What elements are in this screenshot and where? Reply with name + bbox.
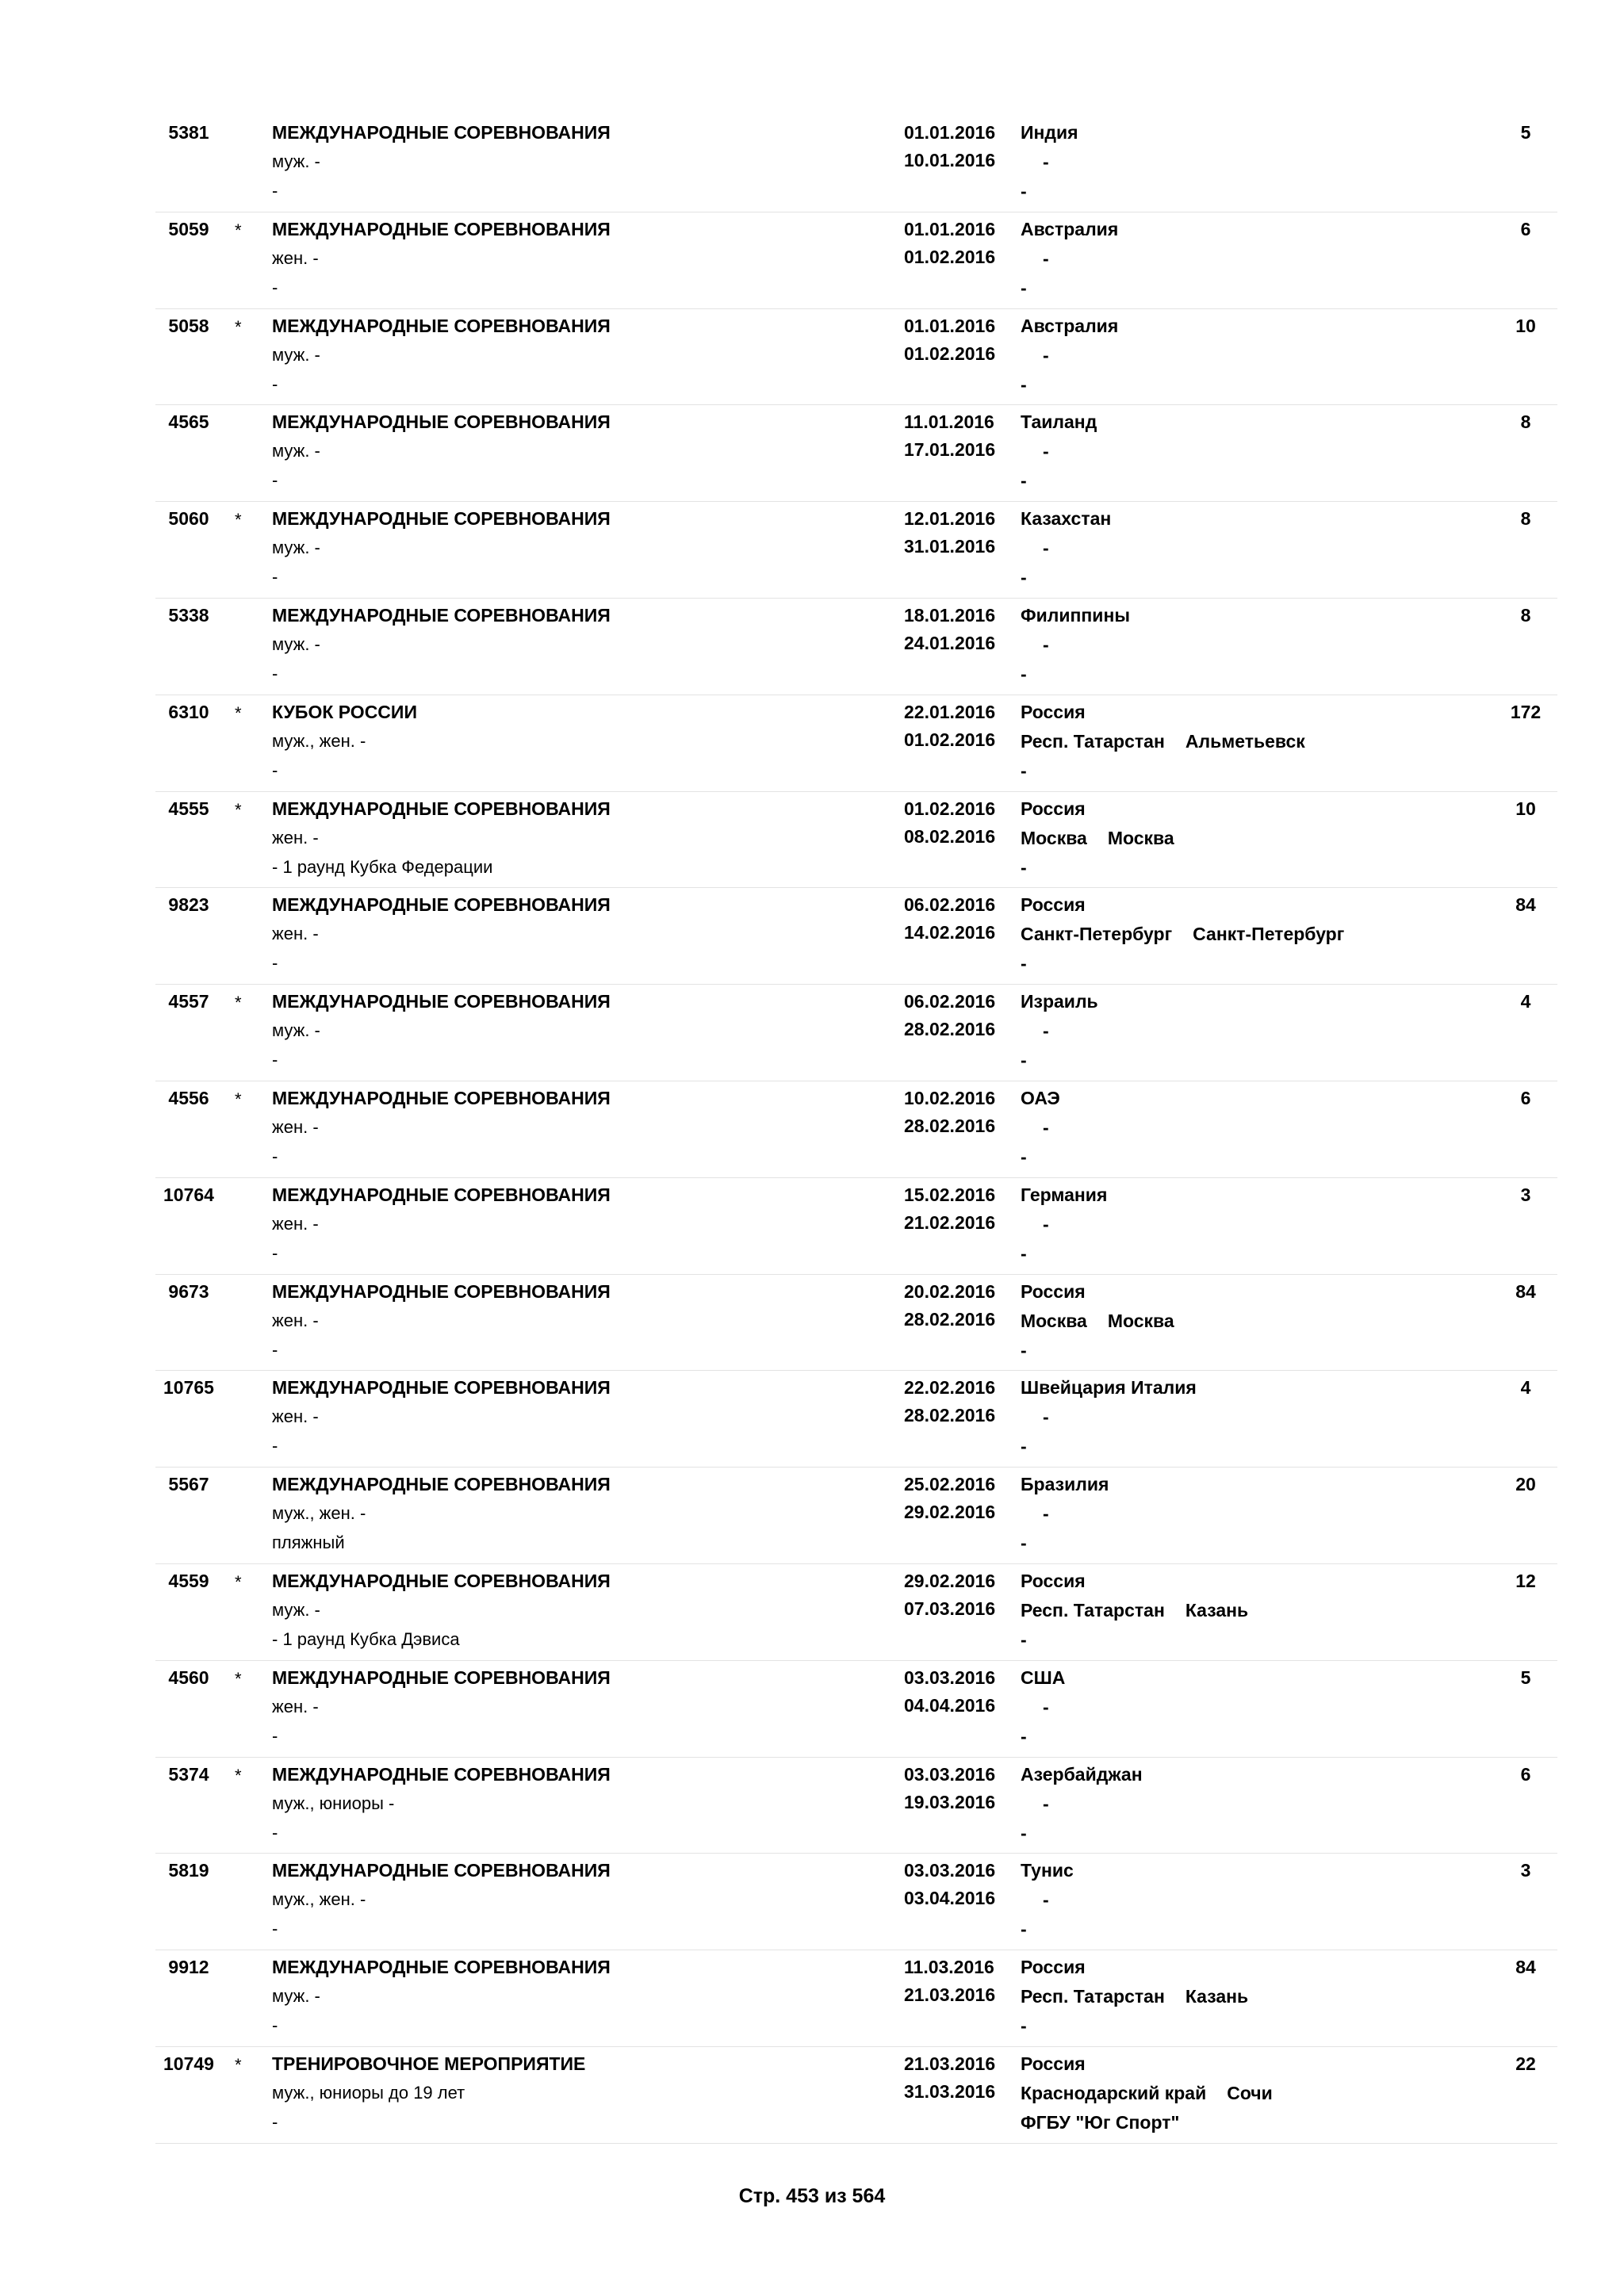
end-date: 21.03.2016 [904, 1984, 996, 2006]
table-row [155, 1275, 1557, 1372]
event-id: 5058 [168, 315, 209, 336]
event-title: МЕЖДУНАРОДНЫЕ СОРЕВНОВАНИЯ [272, 1860, 611, 1881]
event-country: Россия [1021, 701, 1086, 722]
event-city: Альметьевск [1185, 730, 1305, 752]
start-date: 12.01.2016 [904, 508, 996, 530]
participant-count: 20 [1515, 1474, 1536, 1495]
table-row [155, 1854, 1557, 1950]
start-date: 03.03.2016 [904, 1860, 996, 1881]
event-title: МЕЖДУНАРОДНЫЕ СОРЕВНОВАНИЯ [272, 1377, 611, 1399]
star-marker: * [235, 702, 242, 723]
location-dash: - [1043, 538, 1049, 559]
event-id: 5381 [168, 122, 209, 143]
event-participants: муж. - [272, 344, 320, 365]
event-title: МЕЖДУНАРОДНЫЕ СОРЕВНОВАНИЯ [272, 1667, 611, 1688]
event-title: МЕЖДУНАРОДНЫЕ СОРЕВНОВАНИЯ [272, 218, 611, 239]
event-participants: жен. - [272, 1116, 319, 1137]
end-date: 17.01.2016 [904, 439, 996, 461]
location-dash: - [1043, 441, 1049, 462]
table-row [155, 405, 1557, 502]
event-venue: - [1021, 1822, 1027, 1843]
event-country: Тунис [1021, 1860, 1074, 1881]
event-title: МЕЖДУНАРОДНЫЕ СОРЕВНОВАНИЯ [272, 1570, 611, 1591]
event-title: ТРЕНИРОВОЧНОЕ МЕРОПРИЯТИЕ [272, 2053, 586, 2074]
event-id: 10749 [163, 2053, 214, 2074]
start-date: 01.01.2016 [904, 315, 996, 336]
event-title: МЕЖДУНАРОДНЫЕ СОРЕВНОВАНИЯ [272, 411, 611, 433]
event-participants: жен. - [272, 1696, 319, 1716]
event-venue: - [1021, 1919, 1027, 1940]
table-row [155, 1661, 1557, 1758]
event-location [1021, 345, 1049, 366]
event-location [1021, 1406, 1049, 1428]
participant-count: 10 [1515, 315, 1536, 336]
participant-count: 172 [1510, 701, 1542, 722]
event-venue: - [1021, 953, 1027, 974]
event-note: - [272, 181, 278, 201]
event-note: - [272, 1822, 278, 1843]
event-participants: муж. - [272, 1599, 320, 1620]
event-country: Россия [1021, 1570, 1086, 1591]
table-row [155, 1564, 1557, 1661]
star-marker: * [235, 1089, 242, 1109]
end-date: 29.02.2016 [904, 1502, 996, 1523]
event-id: 4565 [168, 411, 209, 433]
participant-count: 6 [1520, 1087, 1531, 1108]
event-note: - [272, 567, 278, 587]
end-date: 24.01.2016 [904, 632, 996, 653]
start-date: 18.01.2016 [904, 604, 996, 626]
event-participants: муж., жен. - [272, 1503, 366, 1524]
event-participants: жен. - [272, 827, 319, 848]
end-date: 28.02.2016 [904, 1405, 996, 1426]
event-city: Москва [1107, 1310, 1174, 1331]
event-city: Казань [1185, 1986, 1249, 2007]
event-id: 4556 [168, 1087, 209, 1108]
event-id: 5338 [168, 604, 209, 626]
event-country: Азербайджан [1021, 1763, 1143, 1785]
event-country: Филиппины [1021, 604, 1130, 626]
event-title: МЕЖДУНАРОДНЫЕ СОРЕВНОВАНИЯ [272, 1957, 611, 1978]
event-id: 9912 [168, 1957, 209, 1978]
event-venue: - [1021, 856, 1027, 878]
event-country: Россия [1021, 894, 1086, 916]
event-note: - [272, 2111, 278, 2132]
event-title: МЕЖДУНАРОДНЫЕ СОРЕВНОВАНИЯ [272, 1474, 611, 1495]
event-id: 4555 [168, 798, 209, 819]
event-title: МЕЖДУНАРОДНЫЕ СОРЕВНОВАНИЯ [272, 508, 611, 530]
event-title: МЕЖДУНАРОДНЫЕ СОРЕВНОВАНИЯ [272, 991, 611, 1012]
star-marker: * [235, 799, 242, 820]
event-id: 5567 [168, 1474, 209, 1495]
event-region: Санкт-Петербург [1021, 924, 1173, 945]
event-venue: - [1021, 1050, 1027, 1071]
table-row [155, 1758, 1557, 1854]
event-location [1021, 1697, 1049, 1718]
event-venue: - [1021, 1339, 1027, 1360]
event-country: Индия [1021, 122, 1078, 143]
event-city: Казань [1185, 1599, 1249, 1621]
event-location [1021, 924, 1344, 945]
event-region: Краснодарский край [1021, 2082, 1207, 2103]
event-location [1021, 1889, 1049, 1911]
event-venue: - [1021, 373, 1027, 395]
location-dash: - [1043, 151, 1049, 172]
location-dash: - [1043, 1213, 1049, 1234]
start-date: 11.03.2016 [904, 1957, 994, 1978]
start-date: 01.01.2016 [904, 218, 996, 239]
star-marker: * [235, 1668, 242, 1689]
table-row [155, 502, 1557, 599]
event-note: - [272, 1050, 278, 1070]
start-date: 01.01.2016 [904, 122, 996, 143]
event-list [155, 116, 1557, 2144]
event-title: МЕЖДУНАРОДНЫЕ СОРЕВНОВАНИЯ [272, 1087, 611, 1108]
location-dash: - [1043, 1889, 1049, 1911]
event-id: 9823 [168, 894, 209, 916]
end-date: 14.02.2016 [904, 922, 996, 943]
table-row [155, 792, 1557, 889]
end-date: 28.02.2016 [904, 1308, 996, 1330]
event-venue: - [1021, 1146, 1027, 1167]
participant-count: 22 [1515, 2053, 1536, 2074]
start-date: 22.02.2016 [904, 1377, 996, 1399]
participant-count: 3 [1520, 1860, 1531, 1881]
participant-count: 8 [1520, 508, 1531, 530]
table-row [155, 1371, 1557, 1468]
event-title: МЕЖДУНАРОДНЫЕ СОРЕВНОВАНИЯ [272, 1184, 611, 1205]
event-id: 10764 [163, 1184, 214, 1205]
event-participants: муж., жен. - [272, 730, 366, 751]
participant-count: 84 [1515, 894, 1536, 916]
event-country: Таиланд [1021, 411, 1097, 433]
participant-count: 10 [1515, 798, 1536, 819]
star-marker: * [235, 1765, 242, 1785]
participant-count: 5 [1520, 1667, 1531, 1688]
event-region: Респ. Татарстан [1021, 1986, 1165, 2007]
event-location [1021, 2083, 1273, 2104]
event-venue: - [1021, 2015, 1027, 2037]
star-marker: * [235, 1571, 242, 1592]
event-location [1021, 731, 1305, 752]
event-note: - [272, 1339, 278, 1360]
event-participants: жен. - [272, 1310, 319, 1330]
event-venue: - [1021, 663, 1027, 684]
event-venue: - [1021, 470, 1027, 492]
start-date: 21.03.2016 [904, 2053, 996, 2074]
event-participants: муж., жен. - [272, 1889, 366, 1910]
event-id: 5059 [168, 218, 209, 239]
event-location [1021, 1020, 1049, 1042]
event-title: МЕЖДУНАРОДНЫЕ СОРЕВНОВАНИЯ [272, 122, 611, 143]
event-note: - [272, 760, 278, 780]
event-region: Москва [1021, 827, 1087, 848]
event-id: 5060 [168, 508, 209, 530]
page-footer: Стр. 453 из 564 [738, 2185, 886, 2207]
event-country: Бразилия [1021, 1474, 1109, 1495]
event-region: Москва [1021, 1310, 1087, 1331]
start-date: 15.02.2016 [904, 1184, 996, 1205]
start-date: 06.02.2016 [904, 894, 996, 916]
event-country: Россия [1021, 2053, 1086, 2074]
event-note: - [272, 470, 278, 491]
table-row [155, 1178, 1557, 1275]
event-participants: жен. - [272, 1213, 319, 1234]
event-location [1021, 151, 1049, 173]
star-marker: * [235, 510, 242, 530]
table-row [155, 888, 1557, 985]
event-venue: - [1021, 1242, 1027, 1264]
event-participants: муж. - [272, 538, 320, 558]
end-date: 08.02.2016 [904, 825, 996, 847]
participant-count: 6 [1520, 218, 1531, 239]
event-region: Респ. Татарстан [1021, 730, 1165, 752]
participant-count: 84 [1515, 1957, 1536, 1978]
event-country: Германия [1021, 1184, 1108, 1205]
table-row [155, 1468, 1557, 1564]
star-marker: * [235, 2054, 242, 2075]
end-date: 01.02.2016 [904, 729, 996, 750]
event-note: - [272, 1919, 278, 1939]
participant-count: 4 [1520, 1377, 1531, 1399]
event-venue: - [1021, 1436, 1027, 1457]
event-venue: - [1021, 760, 1027, 781]
event-title: МЕЖДУНАРОДНЫЕ СОРЕВНОВАНИЯ [272, 604, 611, 626]
event-id: 5374 [168, 1763, 209, 1785]
end-date: 01.02.2016 [904, 246, 996, 267]
event-location [1021, 538, 1049, 559]
event-participants: муж. - [272, 1020, 320, 1041]
end-date: 04.04.2016 [904, 1694, 996, 1716]
event-location [1021, 634, 1049, 656]
event-participants: жен. - [272, 924, 319, 944]
event-id: 10765 [163, 1377, 214, 1399]
event-participants: муж. - [272, 441, 320, 461]
event-note: - [272, 1436, 278, 1456]
table-row [155, 1950, 1557, 2047]
event-note: - [272, 1146, 278, 1166]
event-venue: - [1021, 1533, 1027, 1554]
event-note: - 1 раунд Кубка Дэвиса [272, 1628, 460, 1649]
end-date: 21.02.2016 [904, 1211, 996, 1233]
event-id: 4559 [168, 1570, 209, 1591]
start-date: 03.03.2016 [904, 1667, 996, 1688]
star-marker: * [235, 220, 242, 240]
event-city: Сочи [1227, 2082, 1273, 2103]
event-country: Израиль [1021, 991, 1098, 1012]
event-note: - [272, 2015, 278, 2036]
participant-count: 8 [1520, 604, 1531, 626]
event-location [1021, 441, 1049, 462]
event-country: США [1021, 1667, 1066, 1688]
start-date: 22.01.2016 [904, 701, 996, 722]
event-note: - [272, 373, 278, 394]
location-dash: - [1043, 344, 1049, 365]
event-country: Россия [1021, 1280, 1086, 1302]
table-row [155, 116, 1557, 212]
start-date: 29.02.2016 [904, 1570, 996, 1591]
end-date: 01.02.2016 [904, 342, 996, 364]
event-note: пляжный [272, 1533, 345, 1553]
event-location [1021, 1793, 1049, 1815]
table-row [155, 985, 1557, 1081]
location-dash: - [1043, 633, 1049, 655]
location-dash: - [1043, 1793, 1049, 1814]
participant-count: 84 [1515, 1280, 1536, 1302]
event-note: - [272, 1242, 278, 1263]
event-city: Санкт-Петербург [1193, 924, 1345, 945]
event-title: МЕЖДУНАРОДНЫЕ СОРЕВНОВАНИЯ [272, 1280, 611, 1302]
event-participants: муж. - [272, 1986, 320, 2007]
event-country: ОАЭ [1021, 1087, 1060, 1108]
event-location [1021, 1986, 1248, 2007]
event-title: МЕЖДУНАРОДНЫЕ СОРЕВНОВАНИЯ [272, 798, 611, 819]
event-note: - [272, 663, 278, 683]
end-date: 19.03.2016 [904, 1791, 996, 1812]
start-date: 11.01.2016 [904, 411, 994, 433]
start-date: 25.02.2016 [904, 1474, 996, 1495]
participant-count: 5 [1520, 122, 1531, 143]
table-row [155, 695, 1557, 792]
event-participants: жен. - [272, 247, 319, 268]
event-venue: - [1021, 1628, 1027, 1650]
event-note: - [272, 953, 278, 974]
event-id: 6310 [168, 701, 209, 722]
event-participants: муж., юниоры до 19 лет [272, 2082, 465, 2103]
participant-count: 4 [1520, 991, 1531, 1012]
event-city: Москва [1107, 827, 1174, 848]
event-participants: жен. - [272, 1406, 319, 1427]
event-note: - [272, 1725, 278, 1746]
event-participants: муж. - [272, 633, 320, 654]
event-venue: - [1021, 277, 1027, 298]
end-date: 10.01.2016 [904, 150, 996, 170]
star-marker: * [235, 993, 242, 1013]
participant-count: 8 [1520, 411, 1531, 433]
location-dash: - [1043, 247, 1049, 269]
event-location [1021, 1214, 1049, 1235]
start-date: 06.02.2016 [904, 991, 996, 1012]
event-participants: муж. - [272, 151, 320, 171]
participant-count: 3 [1520, 1184, 1531, 1205]
end-date: 03.04.2016 [904, 1888, 996, 1909]
event-venue: - [1021, 567, 1027, 588]
table-row [155, 212, 1557, 309]
start-date: 20.02.2016 [904, 1280, 996, 1302]
event-id: 5819 [168, 1860, 209, 1881]
event-id: 9673 [168, 1280, 209, 1302]
end-date: 07.03.2016 [904, 1598, 996, 1619]
end-date: 31.01.2016 [904, 536, 996, 557]
event-venue: - [1021, 181, 1027, 201]
event-title: МЕЖДУНАРОДНЫЕ СОРЕВНОВАНИЯ [272, 894, 611, 916]
event-location [1021, 1311, 1174, 1332]
table-row [155, 309, 1557, 406]
event-location [1021, 1117, 1049, 1138]
event-country: Россия [1021, 798, 1086, 819]
event-country: Россия [1021, 1957, 1086, 1978]
event-title: КУБОК РОССИИ [272, 701, 417, 722]
event-title: МЕЖДУНАРОДНЫЕ СОРЕВНОВАНИЯ [272, 315, 611, 336]
event-title: МЕЖДУНАРОДНЫЕ СОРЕВНОВАНИЯ [272, 1763, 611, 1785]
start-date: 03.03.2016 [904, 1763, 996, 1785]
location-dash: - [1043, 1406, 1049, 1428]
start-date: 10.02.2016 [904, 1087, 996, 1108]
location-dash: - [1043, 1020, 1049, 1042]
event-region: Респ. Татарстан [1021, 1599, 1165, 1621]
event-location [1021, 1503, 1049, 1525]
event-note: - [272, 277, 278, 297]
event-country: Австралия [1021, 218, 1119, 239]
event-country: Австралия [1021, 315, 1119, 336]
event-id: 4560 [168, 1667, 209, 1688]
table-row [155, 2047, 1557, 2144]
table-row [155, 599, 1557, 695]
participant-count: 12 [1515, 1570, 1536, 1591]
location-dash: - [1043, 1696, 1049, 1717]
event-venue: - [1021, 1725, 1027, 1747]
location-dash: - [1043, 1116, 1049, 1138]
end-date: 28.02.2016 [904, 1115, 996, 1136]
location-dash: - [1043, 1503, 1049, 1525]
event-participants: муж., юниоры - [272, 1793, 395, 1813]
event-venue: ФГБУ "Юг Спорт" [1021, 2111, 1180, 2133]
event-location [1021, 248, 1049, 270]
event-country: Казахстан [1021, 508, 1112, 530]
event-location [1021, 1600, 1248, 1621]
end-date: 31.03.2016 [904, 2080, 996, 2102]
participant-count: 6 [1520, 1763, 1531, 1785]
event-id: 4557 [168, 991, 209, 1012]
end-date: 28.02.2016 [904, 1019, 996, 1040]
start-date: 01.02.2016 [904, 798, 996, 819]
table-row [155, 1081, 1557, 1178]
event-location [1021, 828, 1174, 849]
event-country: Швейцария Италия [1021, 1377, 1197, 1399]
event-note: - 1 раунд Кубка Федерации [272, 856, 493, 877]
star-marker: * [235, 316, 242, 337]
